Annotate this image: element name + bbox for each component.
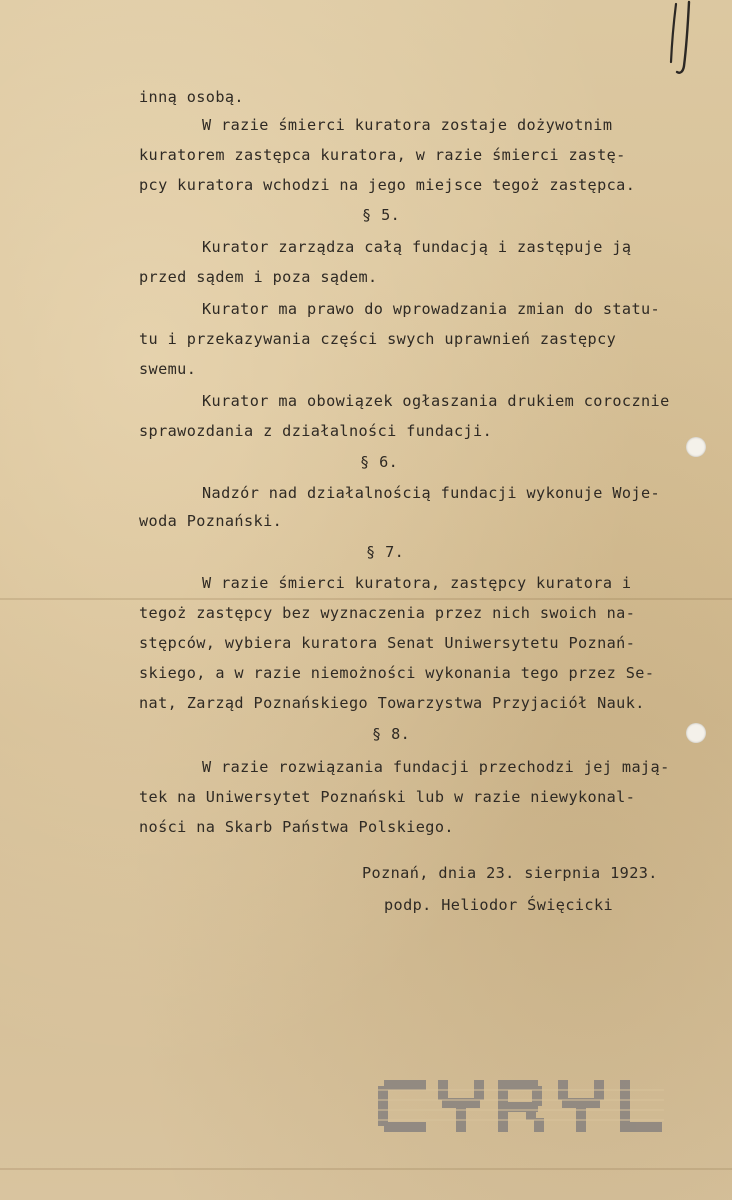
text-line: stępców, wybiera kuratora Senat Uniwersytetu Poznań- [139, 634, 636, 652]
paper-fold [0, 1168, 732, 1170]
text-line: woda Poznański. [139, 512, 283, 530]
section-heading: § 5. [362, 206, 401, 224]
text-line: tu i przekazywania części swych uprawnień zastępcy [139, 330, 617, 348]
pencil-mark-icon [662, 0, 702, 80]
text-line: W razie rozwiązania fundacji przechodzi jej mają- [202, 758, 670, 776]
watermark-logo [378, 1078, 664, 1134]
text-line: W razie śmierci kuratora, zastępcy kuratora i [202, 574, 632, 592]
text-line: inną osobą. [139, 88, 244, 106]
text-line: Kurator ma prawo do wprowadzania zmian do statu- [202, 300, 661, 318]
text-line: nat, Zarząd Poznańskiego Towarzystwa Przyjaciół Nauk. [139, 694, 645, 712]
text-line: tegoż zastępcy bez wyznaczenia przez nich swoich na- [139, 604, 636, 622]
text-line: Kurator ma obowiązek ogłaszania drukiem corocznie [202, 392, 670, 410]
text-line: ności na Skarb Państwa Polskiego. [139, 818, 454, 836]
text-line: sprawozdania z działalności fundacji. [139, 422, 493, 440]
date-line: Poznań, dnia 23. sierpnia 1923. [362, 864, 658, 882]
section-heading: § 7. [366, 543, 405, 561]
punch-hole [686, 723, 706, 743]
text-line: swemu. [139, 360, 197, 378]
text-line: Nadzór nad działalnością fundacji wykonuje Woje- [202, 484, 661, 502]
text-line: tek na Uniwersytet Poznański lub w razie niewykonal- [139, 788, 636, 806]
text-line: Kurator zarządza całą fundacją i zastępuje ją [202, 238, 632, 256]
section-heading: § 6. [360, 453, 399, 471]
paper-fold [0, 598, 732, 600]
text-line: skiego, a w razie niemożności wykonania tego przez Se- [139, 664, 655, 682]
section-heading: § 8. [372, 725, 411, 743]
punch-hole [686, 437, 706, 457]
text-line: przed sądem i poza sądem. [139, 268, 378, 286]
text-line: kuratorem zastępca kuratora, w razie śmierci zastę- [139, 146, 626, 164]
text-line: pcy kuratora wchodzi na jego miejsce tegoż zastępca. [139, 176, 636, 194]
signature-line: podp. Heliodor Święcicki [384, 896, 614, 914]
text-line: W razie śmierci kuratora zostaje dożywotnim [202, 116, 613, 134]
